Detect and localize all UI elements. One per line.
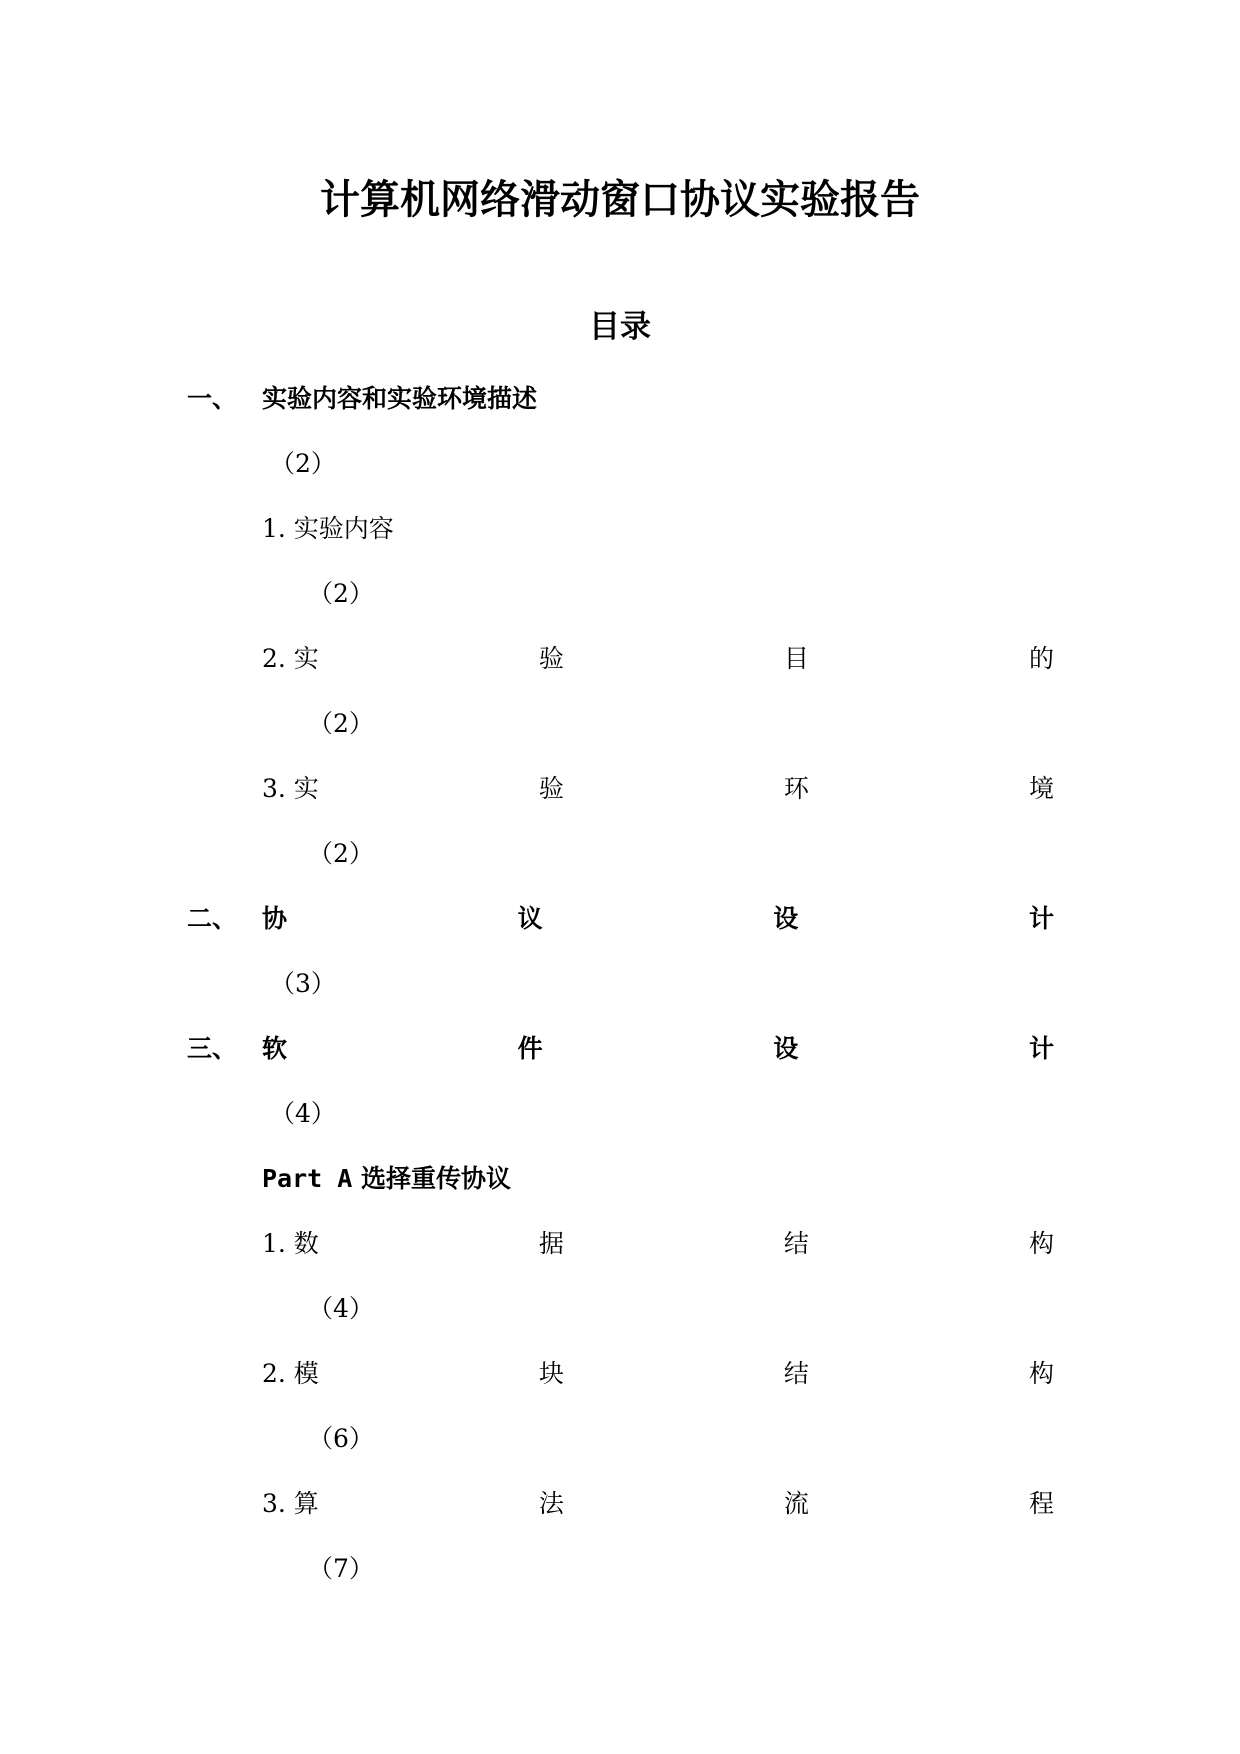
- section-number: 三、: [187, 1034, 238, 1063]
- title-char: 验: [538, 644, 564, 673]
- part-label: Part A: [262, 1164, 353, 1193]
- title-char: 计: [1028, 1034, 1054, 1063]
- title-char: 环: [783, 774, 809, 803]
- toc-entry-part-a[interactable]: [0, 1146, 1240, 1211]
- subsection-title: 1. 实验内容: [262, 514, 394, 543]
- title-char: 1. 数: [262, 1229, 319, 1258]
- title-char: 设: [773, 904, 799, 933]
- toc-entry-3-1[interactable]: [0, 1211, 1240, 1276]
- page-number: （2）: [270, 449, 336, 478]
- title-char: 流: [783, 1489, 809, 1518]
- toc-page-ref-row: [0, 951, 1240, 1016]
- toc-page-ref-row: [0, 1536, 1240, 1601]
- section-number: 二、: [187, 904, 238, 933]
- toc-entry-3-3[interactable]: [0, 1471, 1240, 1536]
- toc-entry-1-1[interactable]: [0, 496, 1240, 561]
- page-number: （2）: [308, 709, 374, 738]
- title-char: 的: [1028, 644, 1054, 673]
- title-char: 协: [262, 904, 288, 933]
- page-number: （4）: [308, 1294, 374, 1323]
- title-char: 设: [773, 1034, 799, 1063]
- toc-entry-3-2[interactable]: [0, 1341, 1240, 1406]
- title-char: 2. 模: [262, 1359, 319, 1388]
- part-title: [262, 1146, 511, 1211]
- section-number: 一、: [187, 384, 238, 413]
- page-number: （2）: [308, 839, 374, 868]
- table-of-contents: [0, 366, 1240, 1601]
- title-char: 构: [1028, 1359, 1054, 1388]
- subsection-title: [262, 1211, 1054, 1276]
- part-name: 选择重传协议: [352, 1164, 512, 1193]
- toc-page-ref-row: [0, 1081, 1240, 1146]
- page-number: （7）: [308, 1554, 374, 1583]
- toc-heading: 目录: [589, 309, 651, 345]
- toc-entry-section-1[interactable]: [0, 366, 1240, 431]
- title-char: 件: [517, 1034, 543, 1063]
- title-char: 验: [538, 774, 564, 803]
- subsection-title: [262, 1341, 1054, 1406]
- title-char: 法: [538, 1489, 564, 1518]
- toc-page-ref-row: [0, 431, 1240, 496]
- title-char: 构: [1028, 1229, 1054, 1258]
- section-title: [262, 1016, 1054, 1081]
- page-number: （3）: [270, 969, 336, 998]
- page-number: （4）: [270, 1099, 336, 1128]
- title-char: 据: [538, 1229, 564, 1258]
- toc-entry-section-2[interactable]: [0, 886, 1240, 951]
- title-char: 2. 实: [262, 644, 319, 673]
- title-char: 目: [783, 644, 809, 673]
- title-char: 3. 算: [262, 1489, 319, 1518]
- title-char: 计: [1028, 904, 1054, 933]
- toc-entry-1-3[interactable]: [0, 756, 1240, 821]
- page-number: （6）: [308, 1424, 374, 1453]
- toc-page-ref-row: [0, 1276, 1240, 1341]
- toc-page-ref-row: [0, 821, 1240, 886]
- toc-page-ref-row: [0, 691, 1240, 756]
- title-char: 结: [783, 1229, 809, 1258]
- title-char: 境: [1028, 774, 1054, 803]
- document-title: 计算机网络滑动窗口协议实验报告: [320, 176, 920, 223]
- subsection-title: [262, 756, 1054, 821]
- toc-entry-1-2[interactable]: [0, 626, 1240, 691]
- title-char: 3. 实: [262, 774, 319, 803]
- page-number: （2）: [308, 579, 374, 608]
- section-title: 实验内容和实验环境描述: [262, 384, 538, 413]
- subsection-title: [262, 1471, 1054, 1536]
- title-char: 软: [262, 1034, 288, 1063]
- title-char: 结: [783, 1359, 809, 1388]
- toc-page-ref-row: [0, 1406, 1240, 1471]
- section-title: [262, 886, 1054, 951]
- title-char: 议: [517, 904, 543, 933]
- title-char: 块: [538, 1359, 564, 1388]
- subsection-title: [262, 626, 1054, 691]
- title-char: 程: [1028, 1489, 1054, 1518]
- toc-entry-section-3[interactable]: [0, 1016, 1240, 1081]
- toc-page-ref-row: [0, 561, 1240, 626]
